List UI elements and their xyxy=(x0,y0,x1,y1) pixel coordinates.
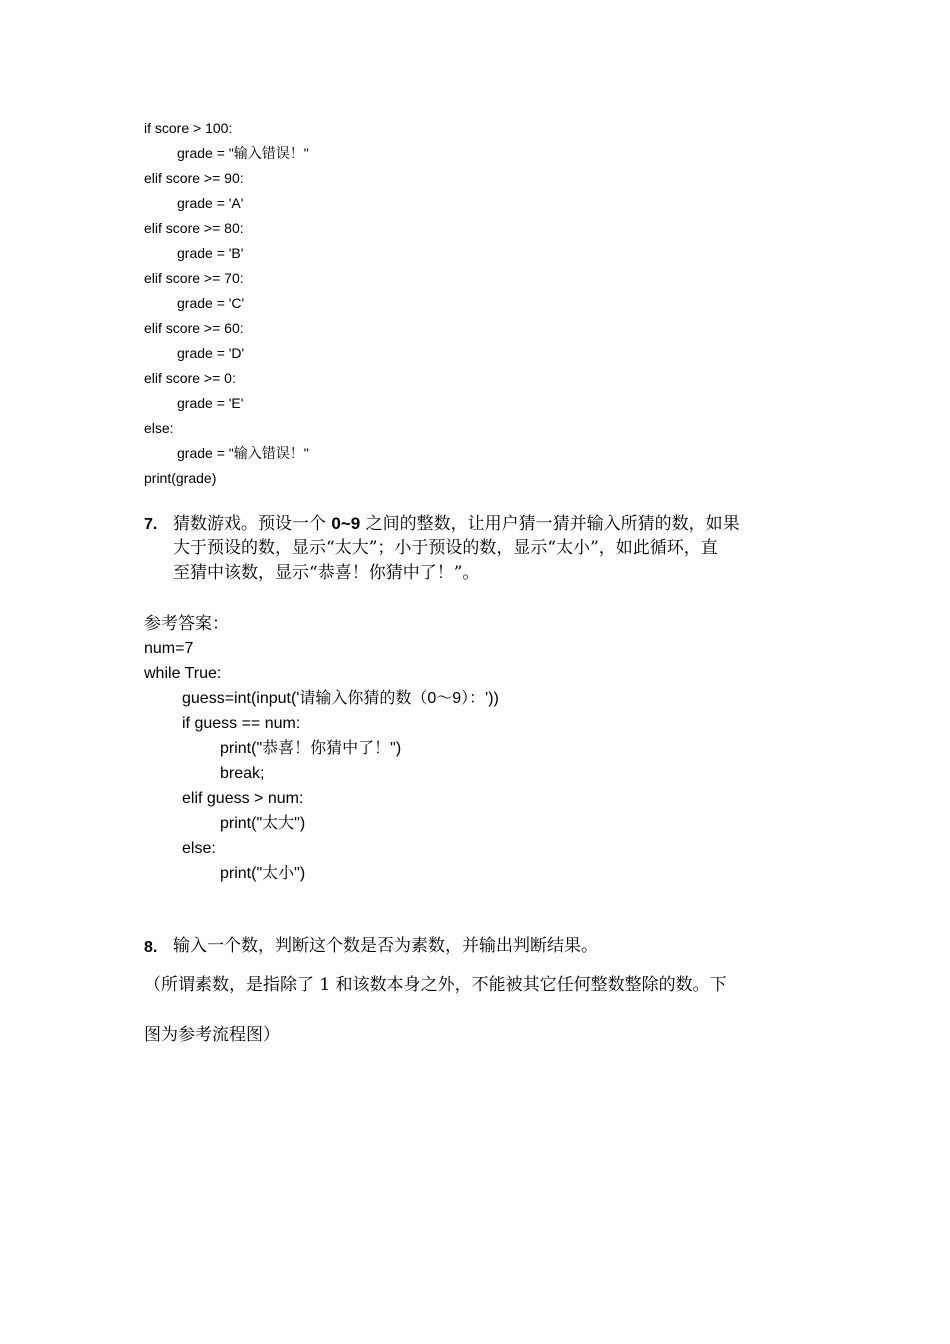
question-text-line: 大于预设的数，显示“太大”；小于预设的数，显示“太小”，如此循环，直 xyxy=(173,538,718,558)
code-line: break; xyxy=(220,765,265,782)
code-line: elif guess > num: xyxy=(182,790,304,807)
question-number: 7. xyxy=(144,516,158,533)
code-line: grade = 'E' xyxy=(177,395,244,411)
answer-label: 参考答案： xyxy=(144,614,229,634)
code-line: while True: xyxy=(144,665,222,682)
code-line: elif score >= 0: xyxy=(144,370,236,386)
code-line: grade = 'B' xyxy=(177,245,244,261)
code-line: if score > 100: xyxy=(144,120,233,136)
code-line: print("太大") xyxy=(220,815,306,832)
code-line: else: xyxy=(144,420,174,436)
range-highlight: 0~9 xyxy=(331,514,361,533)
question-text-line: 至猜中该数，显示“恭喜！你猜中了！”。 xyxy=(173,563,480,583)
question-text-line xyxy=(173,515,740,533)
question-note-line: （所谓素数，是指除了 1 和该数本身之外，不能被其它任何整数整除的数。下 xyxy=(144,975,727,995)
question-text-part: 猜数游戏。预设一个 xyxy=(173,514,326,534)
code-line: guess=int(input('请输入你猜的数（0～9）：')) xyxy=(182,690,499,707)
code-line: print("恭喜！你猜中了！") xyxy=(220,740,402,757)
code-line: elif score >= 80: xyxy=(144,220,244,236)
code-line: elif score >= 60: xyxy=(144,320,244,336)
code-line: elif score >= 90: xyxy=(144,170,244,186)
code-line: print(grade) xyxy=(144,470,217,486)
code-line: elif score >= 70: xyxy=(144,270,244,286)
code-line: grade = "输入错误！" xyxy=(177,145,309,161)
code-line: grade = "输入错误！" xyxy=(177,445,309,461)
code-line: grade = 'C' xyxy=(177,295,245,311)
code-line: if guess == num: xyxy=(182,715,301,732)
code-line: num=7 xyxy=(144,640,194,657)
code-line: grade = 'D' xyxy=(177,345,245,361)
question-number: 8. xyxy=(144,939,158,956)
question-note-line: 图为参考流程图） xyxy=(144,1025,280,1045)
code-line: else: xyxy=(182,840,216,857)
question-text-line: 输入一个数，判断这个数是否为素数，并输出判断结果。 xyxy=(173,936,598,956)
code-line: print("太小") xyxy=(220,865,306,882)
code-line: grade = 'A' xyxy=(177,195,244,211)
question-text-part: 之间的整数，让用户猜一猜并输入所猜的数，如果 xyxy=(365,514,740,534)
